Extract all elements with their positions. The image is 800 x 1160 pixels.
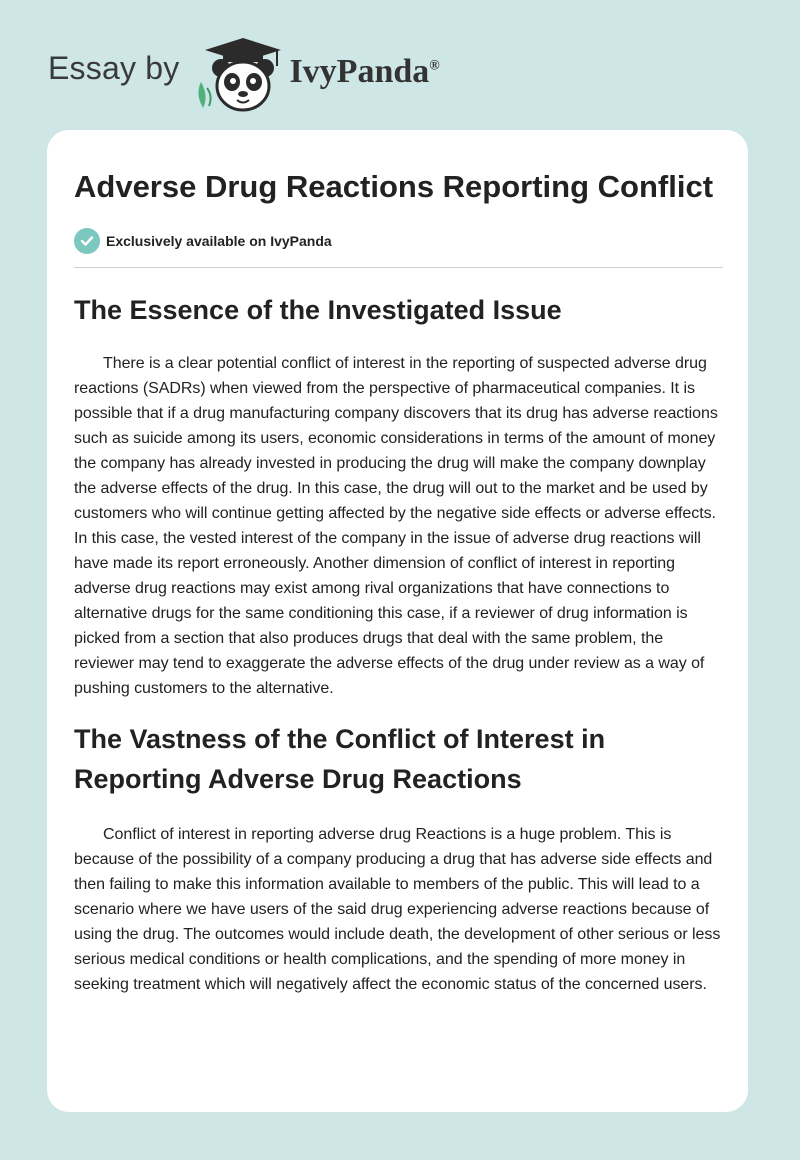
page-title: Adverse Drug Reactions Reporting Conflict xyxy=(74,169,714,204)
section-paragraph: Conflict of interest in reporting adverse drug Reactions is a huge problem. This is because of the possibility of a company producing a drug that has adverse side effects and then failing to make this information available to members of the public. This will lead to a scenario where we have users of the said drug experiencing adverse reactions because of using the drug. The outcomes would include death, the development of other serious or less serious medical conditions or health complications, and the spending of more money in seeking treatment which will negatively affect the economic status of the concerned users. xyxy=(74,826,721,993)
divider xyxy=(74,267,723,268)
essay-card xyxy=(47,130,748,1112)
exclusive-badge-text: Exclusively available on IvyPanda xyxy=(106,233,332,249)
essay-by-label: Essay by xyxy=(48,49,180,86)
exclusive-badge xyxy=(74,227,722,255)
section-paragraph: There is a clear potential conflict of interest in the reporting of suspected adverse drug reactions (SADRs) when viewed from the perspective of pharmaceutical companies. It is possible that if a drug manufacturing company discovers that its drug has adverse reactions such as suicide among its users, economic considerations in terms of the amount of money the company has already invested in producing the drug will make the company downplay the adverse effects of the drug. In this case, the drug will out to the market and be used by customers who will continue getting affected by the negative side effects or adverse effects. In this case, the vested interest of the company in the issue of adverse drug reactions will have made its report erroneously. Another dimension of conflict of interest in reporting adverse drug reactions may exist among rival organizations that have connections to alternative drugs for the same conditioning this case, if a reviewer of drug information is picked from a section that also produces drugs that deal with the same problem, the reviewer may tend to exaggerate the adverse effects of the drug under review as a way of pushing customers to the alternative. xyxy=(74,355,718,697)
section-heading: The Vastness of the Conflict of Interest in Reporting Adverse Drug Reactions xyxy=(74,724,606,794)
site-header xyxy=(48,34,440,114)
panda-logo-icon[interactable] xyxy=(193,34,285,114)
brand-name[interactable]: IvyPanda® xyxy=(289,53,440,90)
section-heading: The Essence of the Investigated Issue xyxy=(74,295,562,325)
check-circle-icon xyxy=(74,228,100,254)
